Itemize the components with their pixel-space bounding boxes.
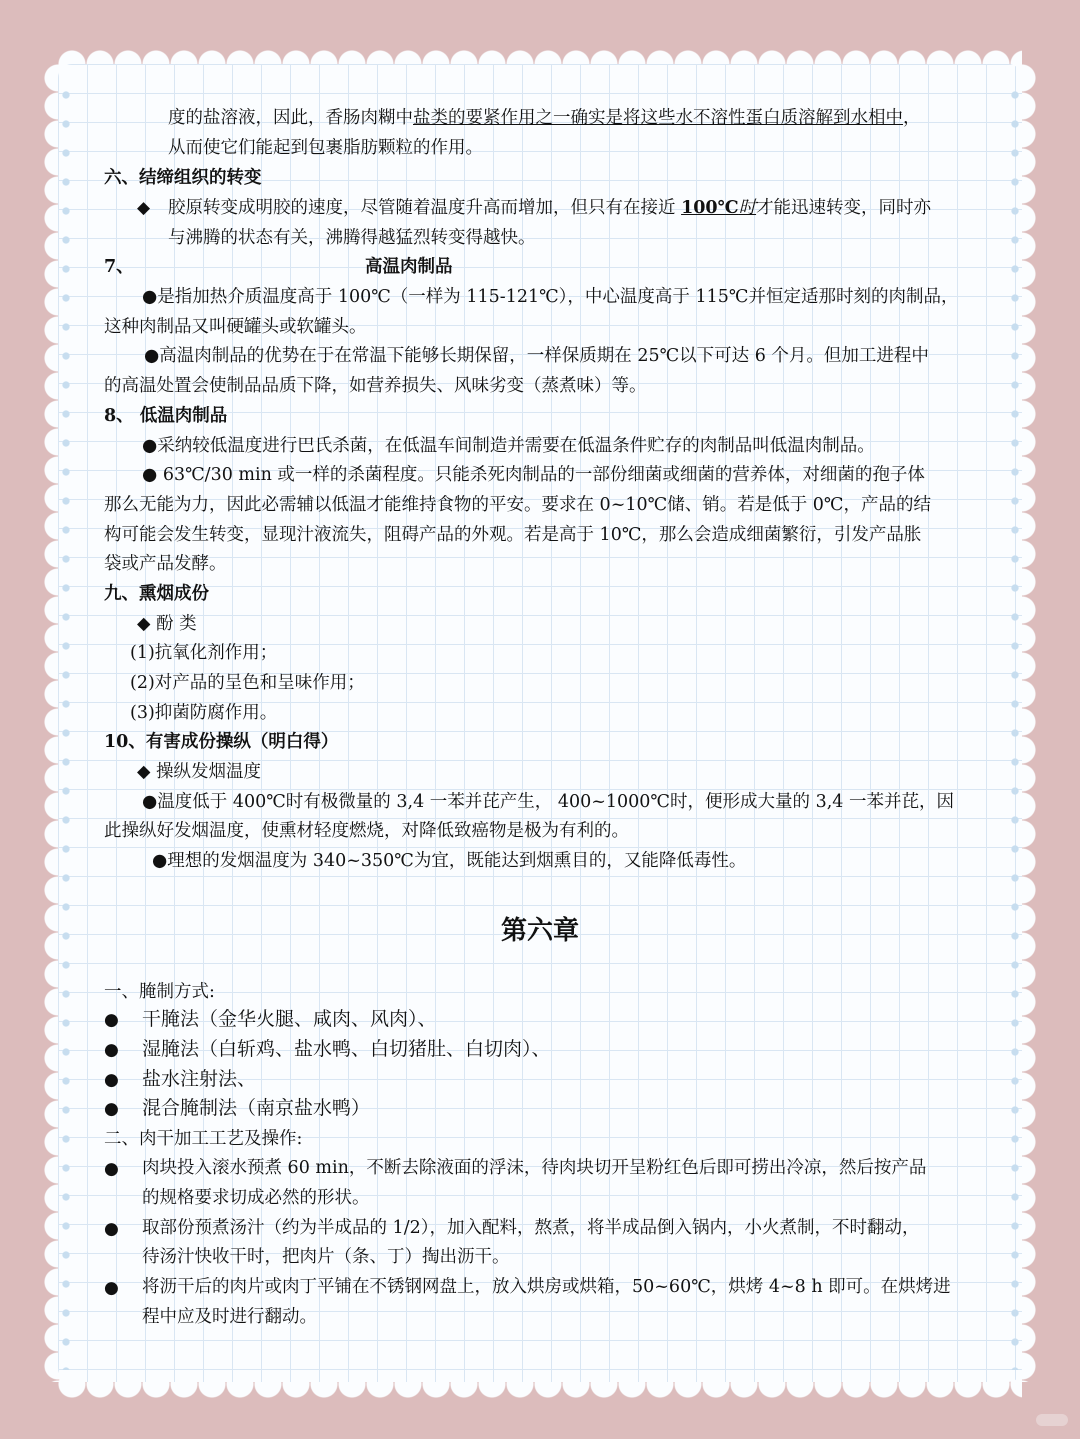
s5-line1 — [168, 107, 921, 129]
bullet-dot-icon: ● — [104, 1040, 119, 1060]
ch6-s1-item-1: 干腌法（金华火腿、咸肉、风肉）、 — [142, 1008, 437, 1030]
bullet-dot-icon: ● — [104, 1278, 119, 1298]
s5-line1-underlined: 盐类的要紧作用之一确实是将这些水不溶性蛋白质溶解到水相中 — [413, 108, 903, 128]
s9-item-3: (3)抑菌防腐作用。 — [130, 703, 278, 723]
s8-b2-line4: 袋或产品发酵。 — [104, 554, 227, 574]
s7-b1-line2: 这种肉制品又叫硬罐头或软罐头。 — [104, 317, 367, 337]
bullet-dot-icon: ● — [104, 1070, 119, 1090]
s8-b2-line3: 构可能会发生转变，显现汁液流失，阻碍产品的外观。若是高于 10℃，那么会造成细菌繁衍，引发产品胀 — [104, 525, 922, 545]
bullet-dot-icon: ● — [104, 1219, 119, 1239]
ch6-s1-item-4: 混合腌制法（南京盐水鸭） — [142, 1097, 371, 1119]
s10-b1-line2: 此操纵好发烟温度，使熏材轻度燃烧，对降低致癌物是极为有利的。 — [104, 821, 629, 841]
s10-heading: 10、有害成份操纵（明白得） — [104, 732, 339, 752]
ch6-s1-item-3: 盐水注射法、 — [142, 1068, 257, 1090]
s9-item-1: (1)抗氧化剂作用； — [130, 643, 278, 663]
ch6-s1-item-2: 湿腌法（白斩鸡、盐水鸭、白切猪肚、白切肉）、 — [142, 1038, 551, 1060]
s8-b2-line1: ● 63℃/30 min 或一样的杀菌程度。只能杀死肉制品的一部份细菌或细菌的营养体，对细菌的孢子体 — [142, 465, 925, 485]
corner-badge — [1036, 1414, 1068, 1426]
s9-item-2: (2)对产品的呈色和呈味作用； — [130, 673, 365, 693]
s7-number: 7、 — [104, 257, 134, 277]
bullet-dot-icon: ● — [104, 1159, 119, 1179]
s10-b1-line1: ●温度低于 400℃时有极微量的 3,4 一苯并芘产生， 400~1000℃时，便形成大量的 3,4 一苯并芘，因 — [142, 792, 954, 812]
s10-subheading: ◆ 操纵发烟温度 — [137, 762, 262, 782]
s10-b2: ●理想的发烟温度为 340~350℃为宜，既能达到烟熏目的，又能降低毒性。 — [152, 851, 747, 871]
s5-line1-text: 度的盐溶液，因此，香肠肉糊中 — [168, 108, 413, 128]
s6-para-text-end: 才能迅速转变，同时亦 — [756, 198, 932, 218]
chapter-title: 第六章 — [500, 916, 579, 946]
ch6-s2-item2-line1: 取部份预煮汤汁（约为半成品的 1/2），加入配料，熬煮，将半成品倒入锅内，小火煮制，不时翻动， — [142, 1218, 920, 1238]
s7-b1-line1: ●是指加热介质温度高于 100℃（一样为 115-121℃），中心温度高于 115℃并恒定适那时刻的肉制品， — [142, 287, 959, 307]
ch6-s2-item1-line1: 肉块投入滚水预煮 60 min，不断去除液面的浮沫，待肉块切开呈粉红色后即可捞出冷凉，然后按产品 — [142, 1158, 927, 1178]
ch6-s2-heading: 二、肉干加工工艺及操作: — [104, 1129, 303, 1149]
s6-heading: 六、结缔组织的转变 — [104, 168, 262, 188]
s5-line1-end: ， — [903, 108, 921, 128]
s9-heading: 九、熏烟成份 — [104, 584, 209, 604]
ch6-s2-item2-line2: 待汤汁快收干时，把肉片（条、丁）掏出沥干。 — [142, 1247, 510, 1267]
ch6-s2-item3-line2: 程中应及时进行翻动。 — [142, 1307, 317, 1327]
bullet-dot-icon: ● — [104, 1099, 119, 1119]
ch6-s1-heading: 一、腌制方式: — [104, 982, 215, 1002]
ch6-s2-item3-line1: 将沥干后的肉片或肉丁平铺在不锈钢网盘上，放入烘房或烘箱，50~60℃，烘烤 4~8 h 即可。在烘烤进 — [142, 1277, 951, 1297]
s9-subheading: ◆ 酚 类 — [137, 614, 197, 634]
ch6-s2-item1-line2: 的规格要求切成必然的形状。 — [142, 1188, 370, 1208]
s6-italic-word: 时 — [738, 198, 757, 218]
s8-b1: ●采纳较低温度进行巴氏杀菌，在低温车间制造并需要在低温条件贮存的肉制品叫低温肉制品。 — [142, 436, 875, 456]
bullet-dot-icon: ● — [104, 1010, 119, 1030]
s6-para-text: 胶原转变成明胶的速度，尽管随着温度升高而增加，但只有在接近 — [168, 198, 682, 218]
s5-line2: 从而使它们能起到包裹脂肪颗粒的作用。 — [168, 138, 483, 158]
s6-para-line2: 与沸腾的状态有关，沸腾得越猛烈转变得越快。 — [168, 228, 536, 248]
s7-b2-line2: 的高温处置会使制品品质下降，如营养损失、风味劣变（蒸煮味）等。 — [104, 376, 647, 396]
s6-para-line1 — [168, 197, 931, 219]
s6-temp-underlined: 100℃ — [681, 198, 739, 218]
diamond-bullet-icon: ◆ — [137, 198, 151, 218]
s7-b2-line1: ●高温肉制品的优势在于在常温下能够长期保留，一样保质期在 25℃以下可达 6 个月。但加工进程中 — [144, 346, 929, 366]
s7-title: 高温肉制品 — [365, 257, 453, 277]
s8-b2-line2: 那么无能为力，因此必需辅以低温才能维持食物的平安。要求在 0~10℃储、销。若是低于 0℃，产品的结 — [104, 495, 931, 515]
s8-heading: 8、 低温肉制品 — [104, 406, 228, 426]
